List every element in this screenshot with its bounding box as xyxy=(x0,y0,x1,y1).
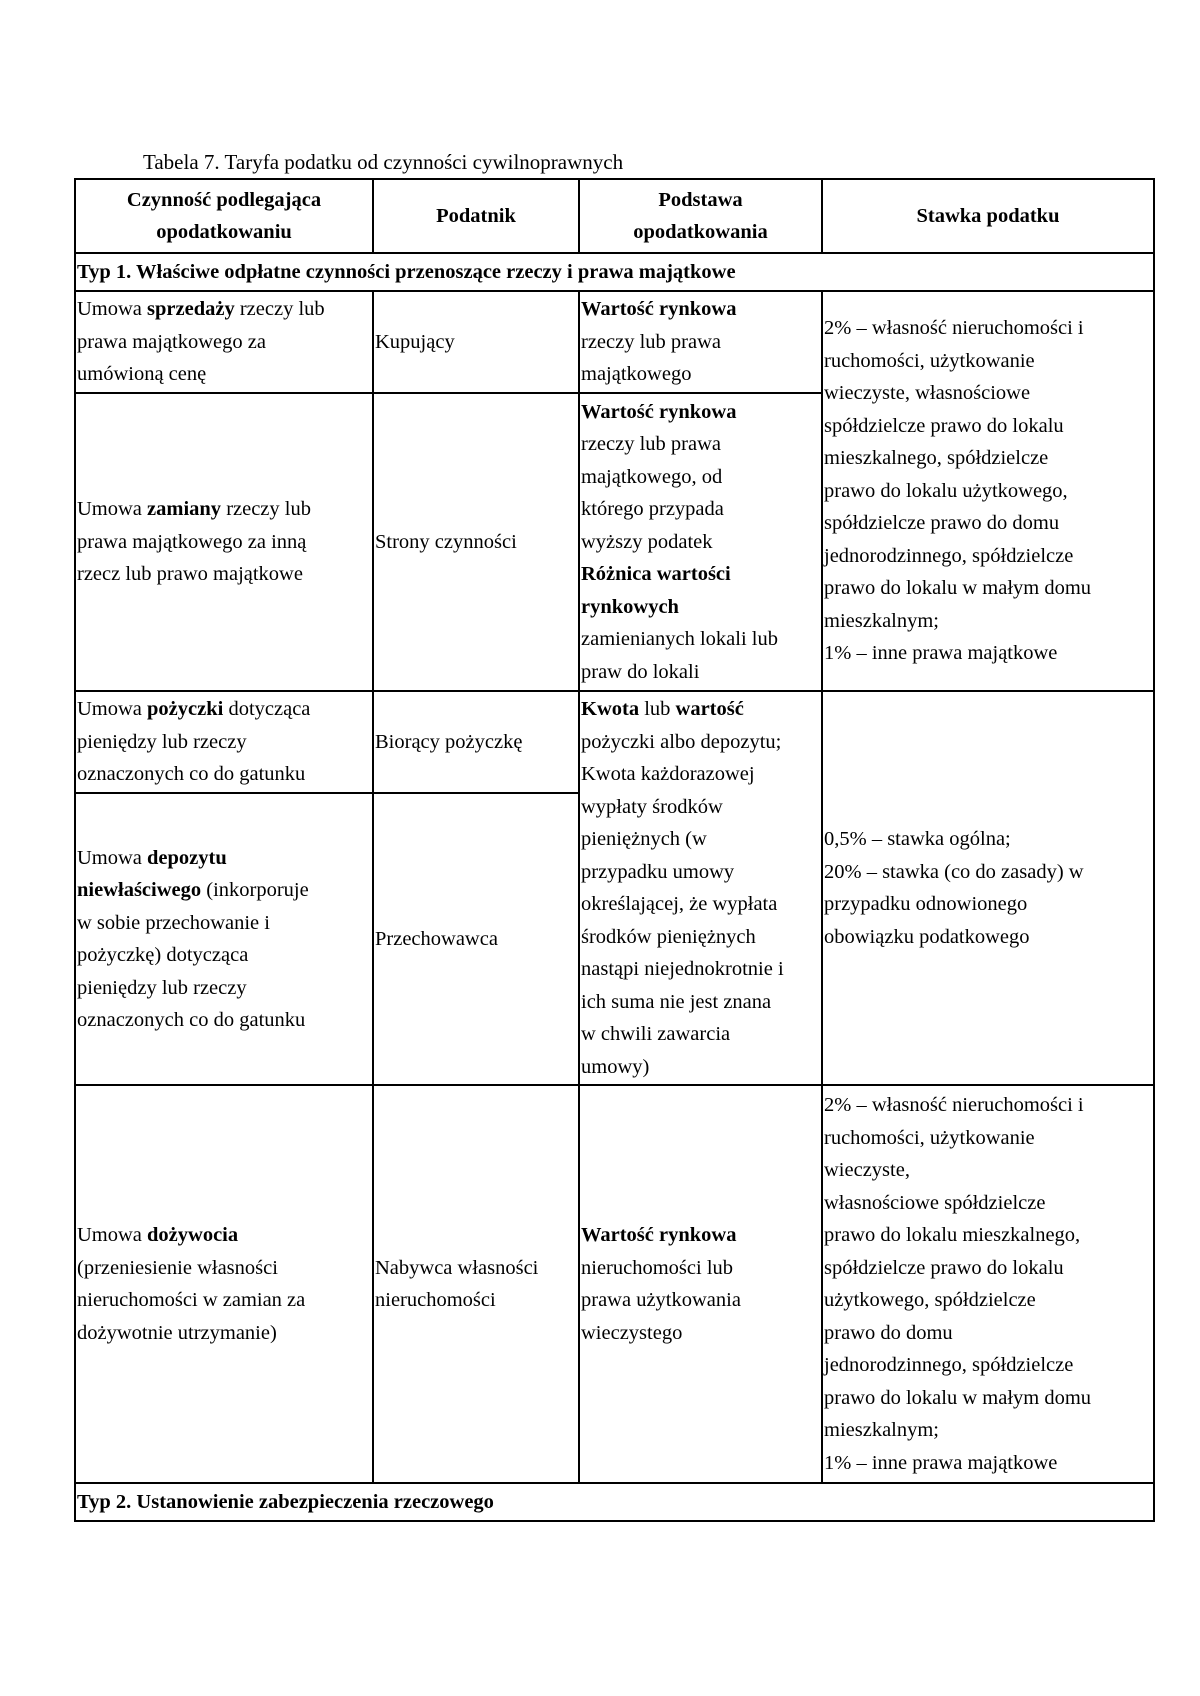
table-row xyxy=(75,1085,1154,1483)
activity-cell: Umowa depozytu niewłaściwego (inkorporuje w sobie przechowanie i pożyczkę) dotycząca pieniędzy lub rzeczy oznaczonych co do gatunku xyxy=(75,793,373,1085)
table-caption: Tabela 7. Taryfa podatku od czynności cywilnoprawnych xyxy=(143,150,624,174)
taxpayer-cell: Kupujący xyxy=(373,291,579,393)
header-row xyxy=(75,179,1154,253)
section-title-type1: Typ 1. Właściwe odpłatne czynności przenoszące rzeczy i prawa majątkowe xyxy=(75,253,1154,291)
tax-rate-table xyxy=(74,178,1155,1522)
activity-cell: Umowa dożywocia (przeniesienie własności nieruchomości w zamian za dożywotnie utrzymanie) xyxy=(75,1085,373,1483)
header-activity: Czynność podlegająca opodatkowaniu xyxy=(75,179,373,253)
section-row-type1 xyxy=(75,253,1154,291)
activity-cell: Umowa pożyczki dotycząca pieniędzy lub rzeczy oznaczonych co do gatunku xyxy=(75,691,373,793)
tax-rate-cell: 2% – własność nieruchomości i ruchomości, użytkowanie wieczyste, własnościowe spółdzielcze prawo do lokalu mieszkalnego, spółdzielcze prawo do lokalu użytkowego, spółdzielcze prawo do domu jednorodzinnego, spółdzielcze prawo do lokalu w małym domu mieszkalnym; 1% – inne prawa majątkowe xyxy=(822,291,1154,691)
tax-base-cell: Kwota lub wartość pożyczki albo depozytu; Kwota każdorazowej wypłaty środków pieniężnych (w przypadku umowy określającej, że wypłata środków pieniężnych nastąpi niejednokrotnie i ich suma nie jest znana w chwili zawarcia umowy) xyxy=(579,691,822,1085)
taxpayer-cell: Przechowawca xyxy=(373,793,579,1085)
header-tax-base: Podstawa opodatkowania xyxy=(579,179,822,253)
tax-base-cell: Wartość rynkowa nieruchomości lub prawa użytkowania wieczystego xyxy=(579,1085,822,1483)
header-taxpayer: Podatnik xyxy=(373,179,579,253)
table-row xyxy=(75,691,1154,793)
tax-base-cell: Wartość rynkowa rzeczy lub prawa majątkowego, od którego przypada wyższy podatek Różnica wartości rynkowych zamienianych lokali lub praw do lokali xyxy=(579,393,822,691)
taxpayer-cell: Nabywca własności nieruchomości xyxy=(373,1085,579,1483)
section-row-type2 xyxy=(75,1483,1154,1521)
header-tax-rate: Stawka podatku xyxy=(822,179,1154,253)
taxpayer-cell: Biorący pożyczkę xyxy=(373,691,579,793)
activity-cell: Umowa zamiany rzeczy lub prawa majątkowego za inną rzecz lub prawo majątkowe xyxy=(75,393,373,691)
activity-cell: Umowa sprzedaży rzeczy lub prawa majątkowego za umówioną cenę xyxy=(75,291,373,393)
taxpayer-cell: Strony czynności xyxy=(373,393,579,691)
section-title-type2: Typ 2. Ustanowienie zabezpieczenia rzeczowego xyxy=(75,1483,1154,1521)
tax-rate-cell: 2% – własność nieruchomości i ruchomości, użytkowanie wieczyste, własnościowe spółdzielcze prawo do lokalu mieszkalnego, spółdzielcze prawo do lokalu użytkowego, spółdzielcze prawo do domu jednorodzinnego, spółdzielcze prawo do lokalu w małym domu mieszkalnym; 1% – inne prawa majątkowe xyxy=(822,1085,1154,1483)
tax-base-cell: Wartość rynkowa rzeczy lub prawa majątkowego xyxy=(579,291,822,393)
table-row xyxy=(75,291,1154,393)
tax-rate-cell: 0,5% – stawka ogólna; 20% – stawka (co do zasady) w przypadku odnowionego obowiązku podatkowego xyxy=(822,691,1154,1085)
